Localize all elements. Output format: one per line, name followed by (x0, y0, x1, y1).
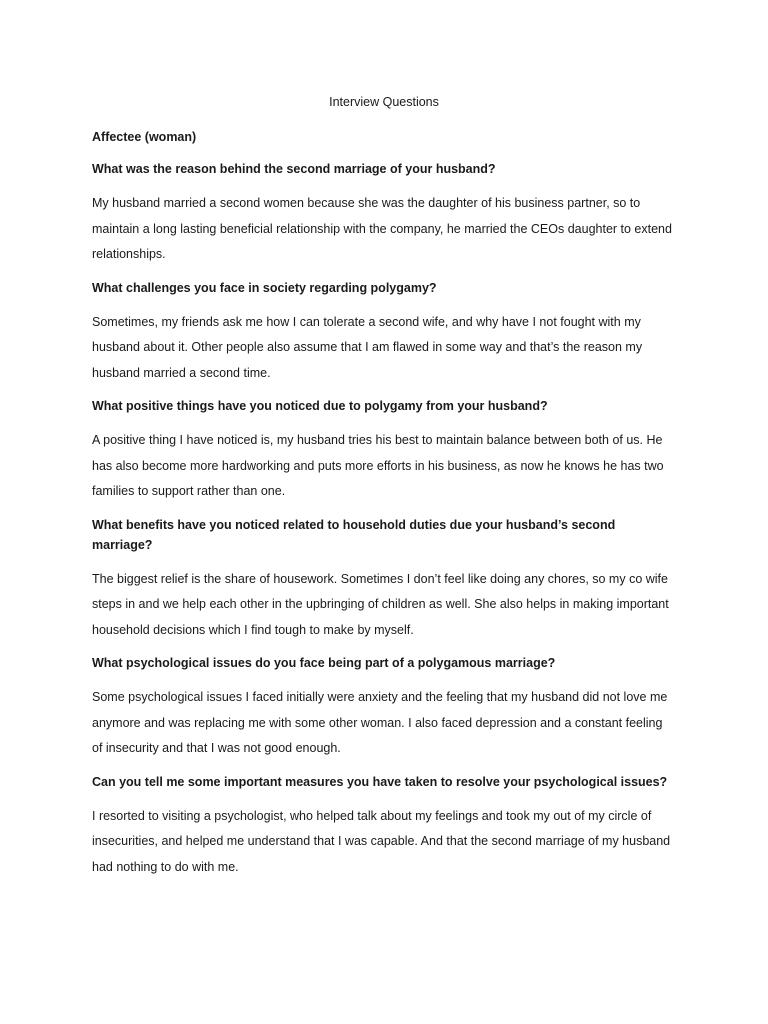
question-text: What benefits have you noticed related to household duties due your husband’s second marriage? (92, 517, 616, 552)
section-heading: Affectee (woman) (92, 130, 197, 144)
question-text: What positive things have you noticed due to polygamy from your husband? (92, 399, 548, 413)
answer-text: My husband married a second women because she was the daughter of his business partner, so to maintain a long lasting beneficial relationship with the company, he married the CEOs daughter to extend relationships. (92, 196, 672, 261)
qa-item (92, 772, 676, 881)
answer-text: A positive thing I have noticed is, my husband tries his best to maintain balance between both of us. He has also become more hardworking and puts more efforts in his business, as now he knows he has two families to support rather than one. (92, 433, 664, 498)
answer-text: Some psychological issues I faced initially were anxiety and the feeling that my husband did not love me anymore and was replacing me with some other woman. I also faced depression and a constant feeling of insecurity and that I was not good enough. (92, 690, 668, 755)
qa-item (92, 278, 676, 387)
document-title: Interview Questions (329, 95, 439, 109)
question-text: What psychological issues do you face being part of a polygamous marriage? (92, 656, 556, 670)
answer-text: Sometimes, my friends ask me how I can tolerate a second wife, and why have I not fought with my husband about it. Other people also assume that I am flawed in some way and that’s the reason my husband married a second time. (92, 314, 643, 380)
qa-item (92, 159, 676, 268)
qa-item (92, 396, 676, 505)
qa-list (92, 159, 676, 880)
qa-item (92, 653, 676, 762)
answer-text: The biggest relief is the share of housework. Sometimes I don’t feel like doing any chores, so my co wife steps in and we help each other in the upbringing of children as well. She also helps in making important household decisions which I find tough to make by myself. (92, 571, 669, 637)
question-text: What was the reason behind the second marriage of your husband? (92, 162, 496, 176)
answer-text: I resorted to visiting a psychologist, who helped talk about my feelings and took my out of my circle of insecurities, and helped me understand that I was capable. And that the second marriage of my husband had nothing to do with me. (92, 808, 671, 874)
question-text: Can you tell me some important measures you have taken to resolve your psychological issues? (92, 774, 668, 789)
question-text: What challenges you face in society regarding polygamy? (92, 280, 437, 295)
qa-item (92, 515, 676, 644)
